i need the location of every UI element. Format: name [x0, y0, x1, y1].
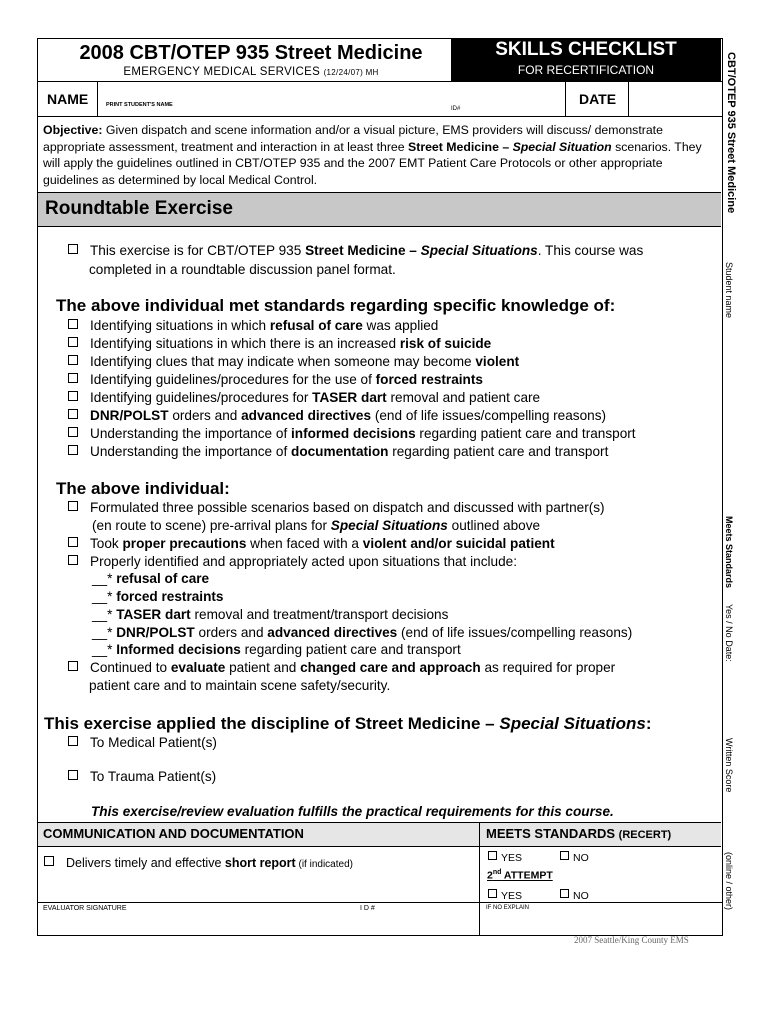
divider: [37, 902, 722, 903]
list-item: DNR/POLST orders and advanced directives (end of life issues/compelling reasons): [68, 408, 606, 423]
print-name-label: PRINT STUDENT'S NAME: [106, 102, 173, 108]
checkbox[interactable]: [68, 409, 78, 419]
evaluator-signature-label: EVALUATOR SIGNATURE: [43, 905, 127, 912]
checkbox[interactable]: [68, 555, 78, 565]
list-item: Properly identified and appropriately acted upon situations that include:: [68, 554, 517, 569]
meets-heading: MEETS STANDARDS (RECERT): [486, 826, 672, 841]
section-title: Roundtable Exercise: [45, 198, 233, 219]
checkbox[interactable]: [68, 244, 78, 254]
checkbox[interactable]: [44, 856, 54, 866]
checkbox[interactable]: [488, 889, 497, 898]
divider: [565, 82, 566, 116]
list-item: Identifying guidelines/procedures for TASER dart removal and patient care: [68, 390, 540, 405]
checkbox[interactable]: [68, 501, 78, 511]
list-item: Understanding the importance of informed decisions regarding patient care and transport: [68, 426, 636, 441]
checklist-banner: [451, 38, 721, 81]
checkbox[interactable]: [68, 391, 78, 401]
side-online-other: (online / other): [724, 852, 734, 911]
list-item: Identifying guidelines/procedures for the use of forced restraints: [68, 372, 483, 387]
form-title: 2008 CBT/OTEP 935 Street Medicine: [79, 42, 423, 64]
list-item: Continued to evaluate patient and changed care and approach as required for proper: [68, 660, 615, 675]
comm-heading: COMMUNICATION AND DOCUMENTATION: [43, 826, 304, 841]
side-title: CBT/OTEP 935 Street Medicine: [725, 52, 737, 214]
exercise-statement: This exercise is for CBT/OTEP 935 Street Medicine – Special Situations. This course was: [68, 243, 643, 258]
yes-option-2: YES: [488, 890, 522, 902]
section-banner: [38, 192, 721, 227]
list-item: Identifying clues that may indicate when someone may become violent: [68, 354, 519, 369]
name-label: NAME: [47, 91, 89, 107]
date-label: DATE: [579, 91, 617, 107]
checkbox[interactable]: [68, 537, 78, 547]
checkbox[interactable]: [68, 445, 78, 455]
fulfillment-note: This exercise/review evaluation fulfills the practical requirements for this course.: [91, 804, 614, 819]
id-label: ID#: [451, 106, 461, 112]
checkbox[interactable]: [560, 851, 569, 860]
side-yes-no-date: Yes / No Date:: [724, 604, 734, 662]
discipline-heading: This exercise applied the discipline of Street Medicine – Special Situations:: [44, 714, 652, 733]
list-item: Identifying situations in which there is an increased risk of suicide: [68, 336, 491, 351]
checklist-subtitle: FOR RECERTIFICATION: [517, 63, 655, 77]
checkbox[interactable]: [68, 355, 78, 365]
checkbox[interactable]: [68, 373, 78, 383]
side-meets-standards: Meets Standards: [724, 516, 734, 589]
objective-text: Objective: Given dispatch and scene information and/or a visual picture, EMS providers will discuss/ demonstrate appropriate assessment, treatment and interaction in at least three Street Medicine – Special Situation scenarios. They will apply the guidelines outlined in CBT/OTEP 935 and the 2007 EMT Patient Care Protocols or other appropriate guidelines as determined by local Medical Control.: [43, 123, 702, 187]
list-item-continuation: patient care and to maintain scene safety/security.: [89, 678, 391, 693]
no-option-2: NO: [560, 890, 589, 902]
sub-item: __* DNR/POLST orders and advanced directives (end of life issues/compelling reasons): [92, 625, 633, 640]
sub-item: __* forced restraints: [92, 589, 224, 604]
side-written-score: Written Score: [724, 738, 734, 793]
checkbox[interactable]: [68, 770, 78, 780]
evaluator-id-label: I D #: [360, 905, 375, 912]
checklist-title: SKILLS CHECKLIST: [495, 39, 677, 60]
checkbox[interactable]: [560, 889, 569, 898]
second-attempt-label: 2nd ATTEMPT: [487, 869, 553, 882]
individual-heading: The above individual:: [56, 479, 230, 498]
yes-option: YES: [488, 852, 522, 864]
short-report-item: Delivers timely and effective short report (if indicated): [44, 856, 353, 870]
list-item: Identifying situations in which refusal of care was applied: [68, 318, 438, 333]
sub-item: __* Informed decisions regarding patient care and transport: [92, 642, 461, 657]
no-option: NO: [560, 852, 589, 864]
footer-credit: 2007 Seattle/King County EMS: [574, 935, 689, 945]
exercise-statement-line2: completed in a roundtable discussion panel format.: [89, 262, 396, 277]
list-item: Understanding the importance of documentation regarding patient care and transport: [68, 444, 608, 459]
divider: [37, 116, 722, 117]
checkbox[interactable]: [68, 661, 78, 671]
list-item-continuation: (en route to scene) pre-arrival plans for Special Situations outlined above: [92, 518, 541, 533]
option-medical: To Medical Patient(s): [68, 735, 217, 750]
checkbox[interactable]: [68, 319, 78, 329]
sub-item: __* TASER dart removal and treatment/transport decisions: [92, 607, 449, 622]
checkbox[interactable]: [68, 337, 78, 347]
checkbox[interactable]: [488, 851, 497, 860]
explain-label: IF NO EXPLAIN: [486, 905, 530, 911]
list-item: Formulated three possible scenarios based on dispatch and discussed with partner(s): [68, 500, 605, 515]
option-trauma: To Trauma Patient(s): [68, 769, 216, 784]
divider: [479, 822, 480, 935]
evaluator-signature-field[interactable]: [38, 912, 478, 934]
side-student-name: Student name: [724, 262, 734, 319]
checkbox[interactable]: [68, 736, 78, 746]
knowledge-heading: The above individual met standards regarding specific knowledge of:: [56, 296, 616, 315]
student-name-field[interactable]: [98, 82, 565, 116]
list-item: Took proper precautions when faced with a violent and/or suicidal patient: [68, 536, 555, 551]
date-field[interactable]: [629, 82, 721, 116]
form-subtitle: EMERGENCY MEDICAL SERVICES (12/24/07) MH: [123, 66, 379, 78]
sub-item: __* refusal of care: [92, 571, 210, 586]
checkbox[interactable]: [68, 427, 78, 437]
